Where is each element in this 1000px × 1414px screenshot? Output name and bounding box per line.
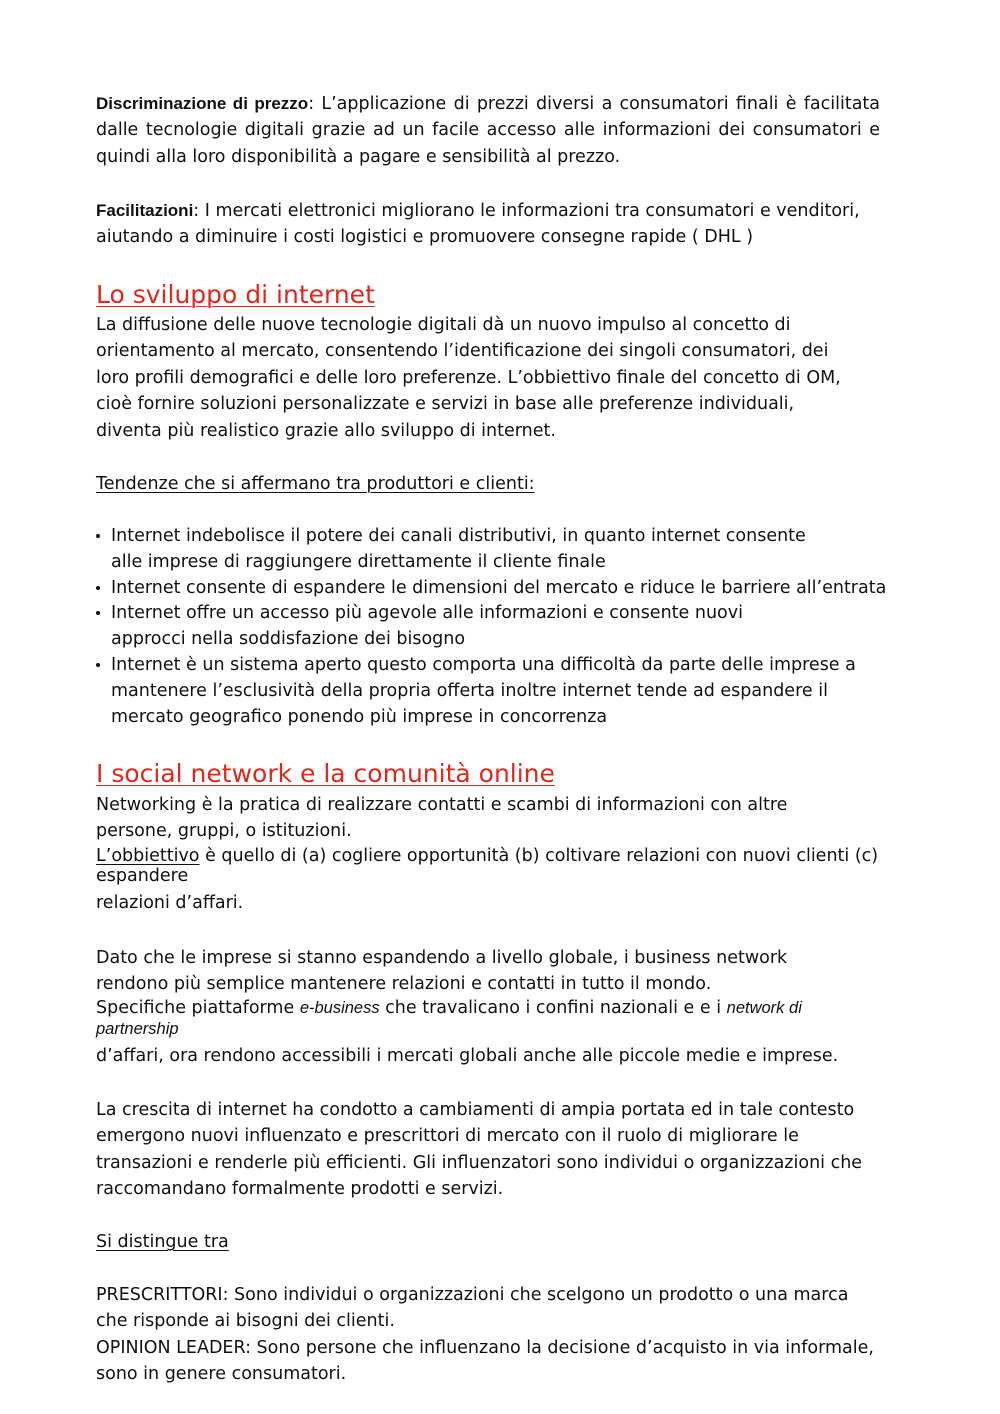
bullet-list-tendenze — [96, 524, 886, 730]
text-line: persone, gruppi, o istituzioni. — [96, 821, 352, 842]
text-span: Specifiche piattaforme — [96, 998, 300, 1018]
text-line: La crescita di internet ha condotto a cambiamenti di ampia portata ed in tale contesto — [96, 1100, 855, 1120]
list-item-text: mercato geografico ponendo più imprese in concorrenza — [111, 706, 608, 727]
text-span: che travalicano i confini nazionali e e i — [379, 998, 727, 1018]
list-item-text: Internet indebolisce il potere dei canali distributivi, in quanto internet consente — [111, 526, 806, 546]
list-item-text: approcci nella soddisfazione dei bisogno — [111, 629, 466, 650]
paragraph-specifiche — [96, 998, 838, 1069]
text-line: Dato che le imprese si stanno espandendo a livello globale, i business network — [96, 948, 788, 968]
text-line: sono in genere consumatori. — [96, 1364, 347, 1385]
text-line: transazioni e renderle più efficienti. Gli influenzatori sono individui o organizzazioni che — [96, 1152, 863, 1173]
paragraph-obbiettivo — [96, 846, 878, 916]
bullet-icon — [96, 663, 100, 667]
text-line: La diffusione delle nuove tecnologie digitali dà un nuovo impulso al concetto di — [96, 315, 791, 335]
bullet-icon — [96, 534, 100, 538]
bullet-icon — [96, 611, 100, 615]
text-span-italic: e-business — [299, 999, 380, 1017]
bullet-icon — [96, 586, 100, 590]
list-item-text: Internet consente di espandere le dimensioni del mercato e riduce le barriere all’entrata — [111, 577, 887, 598]
list-item — [96, 524, 886, 576]
list-item — [96, 653, 886, 730]
text-line: PRESCRITTORI: Sono individui o organizzazioni che scelgono un prodotto o una marca — [96, 1285, 849, 1305]
paragraph-prescrittori — [96, 1282, 874, 1388]
text-facilitazioni: : I mercati elettronici migliorano le informazioni tra consumatori e venditori, aiutando a diminuire i costi logistici e promuovere consegne rapide ( DHL ) — [96, 201, 860, 248]
list-item-text: Internet è un sistema aperto questo comporta una difficoltà da parte delle imprese a — [111, 654, 856, 675]
list-item-text: mantenere l’esclusività della propria offerta inoltre internet tende ad espandere il — [111, 680, 828, 701]
subheading-tendenze: Tendenze che si affermano tra produttori e clienti: — [96, 474, 535, 494]
text-line — [96, 998, 838, 1019]
text-span-italic: network di — [726, 999, 802, 1017]
text-line-italic: partnership — [96, 1020, 179, 1038]
heading-social-network: I social network e la comunità online — [96, 759, 555, 788]
subheading-distingue: Si distingue tra — [96, 1232, 229, 1252]
text-discriminazione: : L’applicazione di prezzi diversi a consumatori finali è facilitata dalle tecnologie digitali grazie ad un facile accesso alle informazioni dei consumatori e quindi alla loro disponibilità a pagare e sensibilità al prezzo. — [96, 94, 881, 167]
text-line: Networking è la pratica di realizzare contatti e scambi di informazioni con altre — [96, 795, 788, 815]
paragraph-sviluppo — [96, 312, 841, 444]
text-line: rendono più semplice mantenere relazioni e contatti in tutto il mondo. — [96, 974, 712, 995]
paragraph-dato — [96, 945, 787, 998]
text-line: che risponde ai bisogni dei clienti. — [96, 1311, 395, 1332]
obbiettivo-text: è quello di (a) cogliere opportunità (b) coltivare relazioni con nuovi clienti (c) — [199, 846, 879, 866]
text-line: cioè fornire soluzioni personalizzate e servizi in base alle preferenze individuali, — [96, 394, 795, 415]
paragraph-discriminazione — [96, 91, 880, 170]
text-line: raccomandano formalmente prodotti e servizi. — [96, 1179, 504, 1200]
text-line: relazioni d’affari. — [96, 893, 244, 913]
text-line — [96, 846, 878, 866]
text-line: OPINION LEADER: Sono persone che influenzano la decisione d’acquisto in via informale, — [96, 1337, 874, 1358]
paragraph-crescita — [96, 1097, 862, 1203]
text-line: loro profili demografici e delle loro preferenze. L’obbiettivo finale del concetto di OM, — [96, 367, 841, 388]
list-item — [96, 601, 886, 653]
heading-sviluppo-internet: Lo sviluppo di internet — [96, 280, 375, 309]
label-facilitazioni: Facilitazioni — [96, 201, 194, 220]
obbiettivo-label: L’obbiettivo — [96, 846, 200, 866]
text-line: d’affari, ora rendono accessibili i mercati globali anche alle piccole medie e imprese. — [96, 1046, 839, 1066]
text-line: diventa più realistico grazie allo sviluppo di internet. — [96, 420, 556, 441]
text-line: espandere — [96, 866, 189, 886]
paragraph-facilitazioni — [96, 198, 906, 251]
list-item — [96, 576, 886, 602]
list-item-text: Internet offre un accesso più agevole alle informazioni e consente nuovi — [111, 603, 743, 624]
paragraph-networking — [96, 792, 787, 845]
list-item-text: alle imprese di raggiungere direttamente il cliente finale — [111, 551, 606, 572]
text-line: orientamento al mercato, consentendo l’identificazione dei singoli consumatori, dei — [96, 341, 829, 362]
label-discriminazione: Discriminazione di prezzo — [96, 94, 309, 113]
text-line: emergono nuovi influenzato e prescrittori di mercato con il ruolo di migliorare le — [96, 1126, 799, 1147]
